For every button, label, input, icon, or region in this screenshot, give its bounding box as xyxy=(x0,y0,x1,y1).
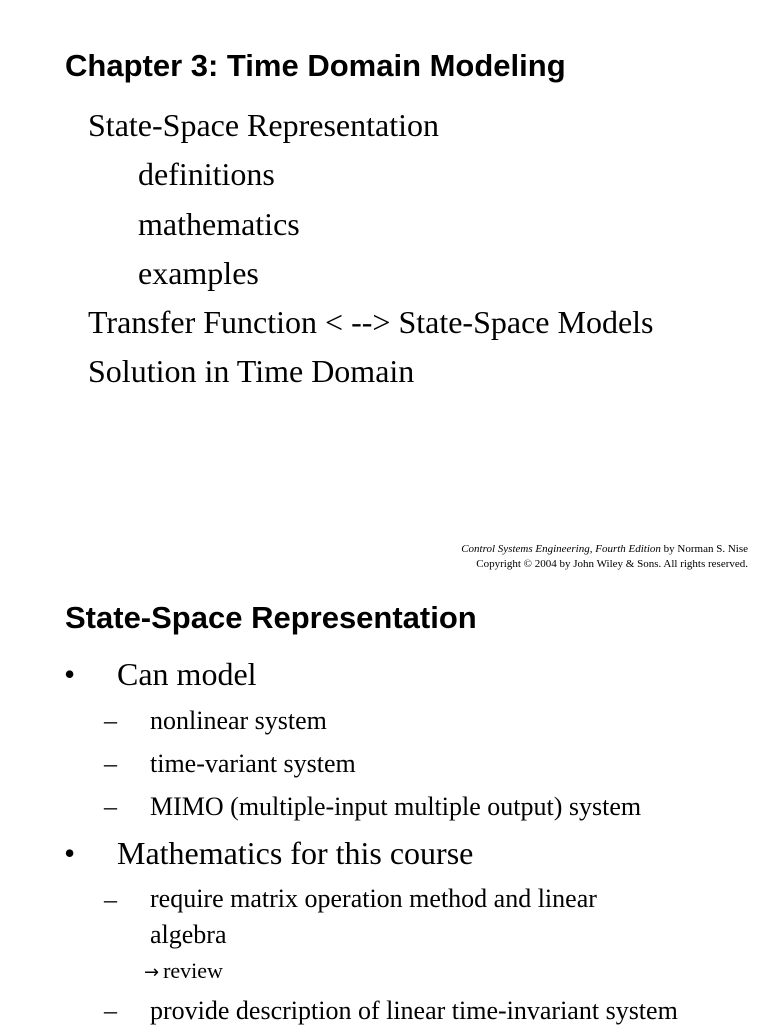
sub-bullet-item xyxy=(0,878,768,953)
dash-marker: – xyxy=(104,885,117,914)
sub-bullet-item xyxy=(0,785,768,828)
book-credit-line xyxy=(461,542,748,557)
dash-marker: – xyxy=(104,749,117,778)
dash-marker: – xyxy=(104,792,117,821)
review-note xyxy=(0,953,768,989)
review-note-text: review xyxy=(163,958,223,983)
sub-bullet-item xyxy=(0,742,768,785)
bullet-item xyxy=(0,828,768,878)
outline-item: Solution in Time Domain xyxy=(88,353,415,390)
sub-bullet-text-line: algebra xyxy=(150,920,227,949)
sub-bullet-item xyxy=(0,699,768,742)
copyright-line: Copyright © 2004 by John Wiley & Sons. All rights reserved. xyxy=(476,558,748,570)
bullet-item xyxy=(0,649,768,699)
bullet-marker: • xyxy=(64,656,76,692)
outline-subitem: examples xyxy=(138,254,259,291)
sub-bullet-text: provide description of linear time-invariant system xyxy=(150,996,678,1025)
outline-item: State-Space Representation xyxy=(88,107,439,143)
outline-subitem: definitions xyxy=(138,156,275,193)
dash-marker: – xyxy=(104,996,117,1025)
sub-bullet-text: nonlinear system xyxy=(150,706,327,735)
sub-bullet-item xyxy=(0,989,768,1032)
slide-title: Chapter 3: Time Domain Modeling xyxy=(65,48,566,83)
slide-state-space xyxy=(0,580,768,1024)
slide-title: State-Space Representation xyxy=(65,600,477,635)
book-title: Control Systems Engineering, Fourth Edition xyxy=(461,543,661,555)
dash-marker: – xyxy=(104,706,117,735)
sub-bullet-text: MIMO (multiple-input multiple output) system xyxy=(150,792,642,821)
bullet-marker: • xyxy=(64,835,76,871)
copyright-notice xyxy=(461,542,748,572)
bullet-list xyxy=(0,649,768,1032)
sub-bullet-text: time-variant system xyxy=(150,749,356,778)
bullet-text: Can model xyxy=(117,656,257,692)
sub-bullet-text-line: require matrix operation method and linear xyxy=(150,884,597,913)
book-author: by Norman S. Nise xyxy=(660,543,748,555)
outline-item: Transfer Function < --> State-Space Models xyxy=(88,304,654,341)
bullet-text: Mathematics for this course xyxy=(117,835,474,871)
right-arrow-icon: → xyxy=(144,962,160,983)
topic-outline xyxy=(88,101,653,397)
outline-subitem: mathematics xyxy=(138,205,300,242)
